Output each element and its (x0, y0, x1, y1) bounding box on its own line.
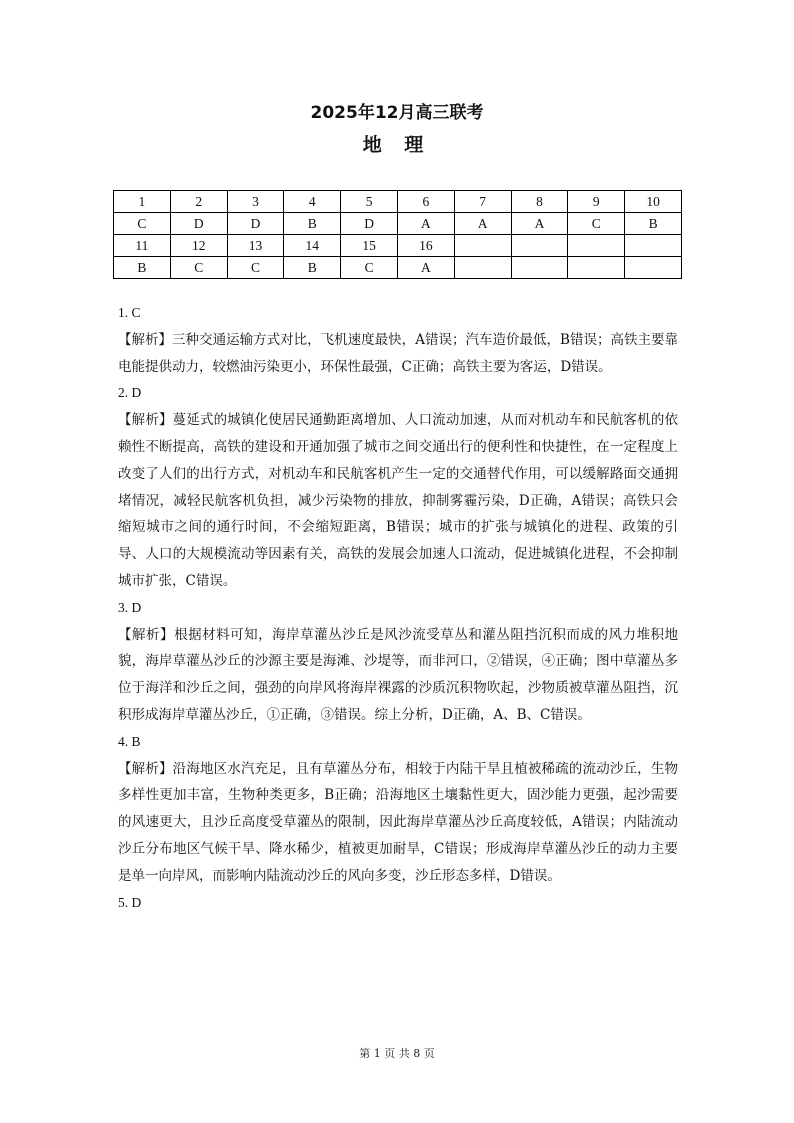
table-cell: 15 (341, 235, 398, 257)
table-cell: A (511, 213, 568, 235)
table-cell: 1 (114, 191, 171, 213)
table-cell (568, 235, 625, 257)
question-analysis (118, 327, 678, 381)
table-cell: 11 (114, 235, 171, 257)
table-cell: 4 (284, 191, 341, 213)
table-cell (454, 235, 511, 257)
table-cell: A (397, 213, 454, 235)
table-cell: 2 (170, 191, 227, 213)
table-cell: 7 (454, 191, 511, 213)
analysis-text: 蔓延式的城镇化使居民通勤距离增加、人口流动加速，从而对机动车和民航客机的依赖性不断提高，高铁的建设和开通加强了城市之间交通出行的便利性和快捷性，在一定程度上改变了人们的出行方式，对机动车和民航客机产生一定的交通替代作用，可以缓解路面交通拥堵情况，减轻民航客机负担，减少污染物的排放，抑制雾霾污染，D正确，A错误；高铁只会缩短城市之间的通行时间，不会缩短距离，B错误；城市的扩张与城镇化的进程、政策的引导、人口的大规模流动等因素有关，高铁的发展会加速人口流动，促进城镇化进程，不会抑制城市扩张，C错误。 (118, 412, 679, 589)
table-cell: C (341, 257, 398, 279)
table-cell (568, 257, 625, 279)
table-cell (454, 257, 511, 279)
analysis-tag: 【解析】 (118, 626, 175, 643)
analysis-tag: 【解析】 (118, 331, 173, 348)
analysis-tag: 【解析】 (118, 760, 173, 777)
table-cell (625, 257, 682, 279)
page-footer: 第 1 页 共 8 页 (359, 1047, 435, 1060)
table-row (114, 257, 682, 279)
table-cell: A (397, 257, 454, 279)
subject-title: 地 理 (362, 134, 432, 156)
question-number: 3. D (118, 599, 142, 615)
question-analysis (118, 756, 678, 890)
table-cell: C (114, 213, 171, 235)
table-cell: C (170, 257, 227, 279)
table-cell: B (284, 213, 341, 235)
answer-explanations (118, 300, 678, 916)
table-cell: B (114, 257, 171, 279)
table-row (114, 213, 682, 235)
question-number: 1. C (118, 305, 141, 320)
question-number: 2. D (118, 385, 142, 401)
table-row (114, 191, 682, 213)
table-row (114, 235, 682, 257)
table-cell: 13 (227, 235, 284, 257)
table-cell: 16 (397, 235, 454, 257)
table-cell: D (227, 213, 284, 235)
question-analysis (118, 622, 678, 729)
page-title: 2025年12月高三联考 (310, 103, 484, 123)
table-cell: A (454, 213, 511, 235)
table-cell: 10 (625, 191, 682, 213)
question-number: 4. B (118, 733, 141, 749)
table-cell: D (341, 213, 398, 235)
analysis-text: 根据材料可知，海岸草灌丛沙丘是风沙流受草丛和灌丛阻挡沉积而成的风力堆积地貌，海岸草灌丛沙丘的沙源主要是海滩、沙堤等，而非河口，②错误，④正确；图中草灌丛多位于海洋和沙丘之间，强劲的向岸风将海岸裸露的沙质沉积物吹起，沙物质被草灌丛阻挡，沉积形成海岸草灌丛沙丘，①正确，③错误。综上分析，D正确，A、B、C错误。 (118, 626, 679, 723)
table-cell (511, 257, 568, 279)
answer-table (113, 190, 682, 279)
table-cell: D (170, 213, 227, 235)
table-cell: 9 (568, 191, 625, 213)
table-cell: B (284, 257, 341, 279)
table-cell (625, 235, 682, 257)
analysis-tag: 【解析】 (118, 412, 173, 429)
table-cell: 3 (227, 191, 284, 213)
question-number: 5. D (118, 894, 142, 910)
table-cell: 6 (397, 191, 454, 213)
table-cell: C (568, 213, 625, 235)
table-cell: 5 (341, 191, 398, 213)
table-cell: C (227, 257, 284, 279)
table-cell (511, 235, 568, 257)
question-analysis (118, 407, 678, 595)
table-cell: 14 (284, 235, 341, 257)
analysis-text: 三种交通运输方式对比，飞机速度最快，A错误；汽车造价最低，B错误；高铁主要靠电能提供动力，较燃油污染更小，环保性最强，C正确；高铁主要为客运，D错误。 (118, 331, 679, 375)
table-cell: 12 (170, 235, 227, 257)
analysis-text: 沿海地区水汽充足，且有草灌丛分布，相较于内陆干旱且植被稀疏的流动沙丘，生物多样性更加丰富，生物种类更多，B正确；沿海地区土壤黏性更大，固沙能力更强，起沙需要的风速更大，且沙丘高度受草灌丛的限制，因此海岸草灌丛沙丘高度较低，A错误；内陆流动沙丘分布地区气候干旱、降水稀少，植被更加耐旱，C错误；形成海岸草灌丛沙丘的动力主要是单一向岸风，而影响内陆流动沙丘的风向多变，沙丘形态多样，D错误。 (118, 760, 679, 884)
table-cell: B (625, 213, 682, 235)
table-cell: 8 (511, 191, 568, 213)
